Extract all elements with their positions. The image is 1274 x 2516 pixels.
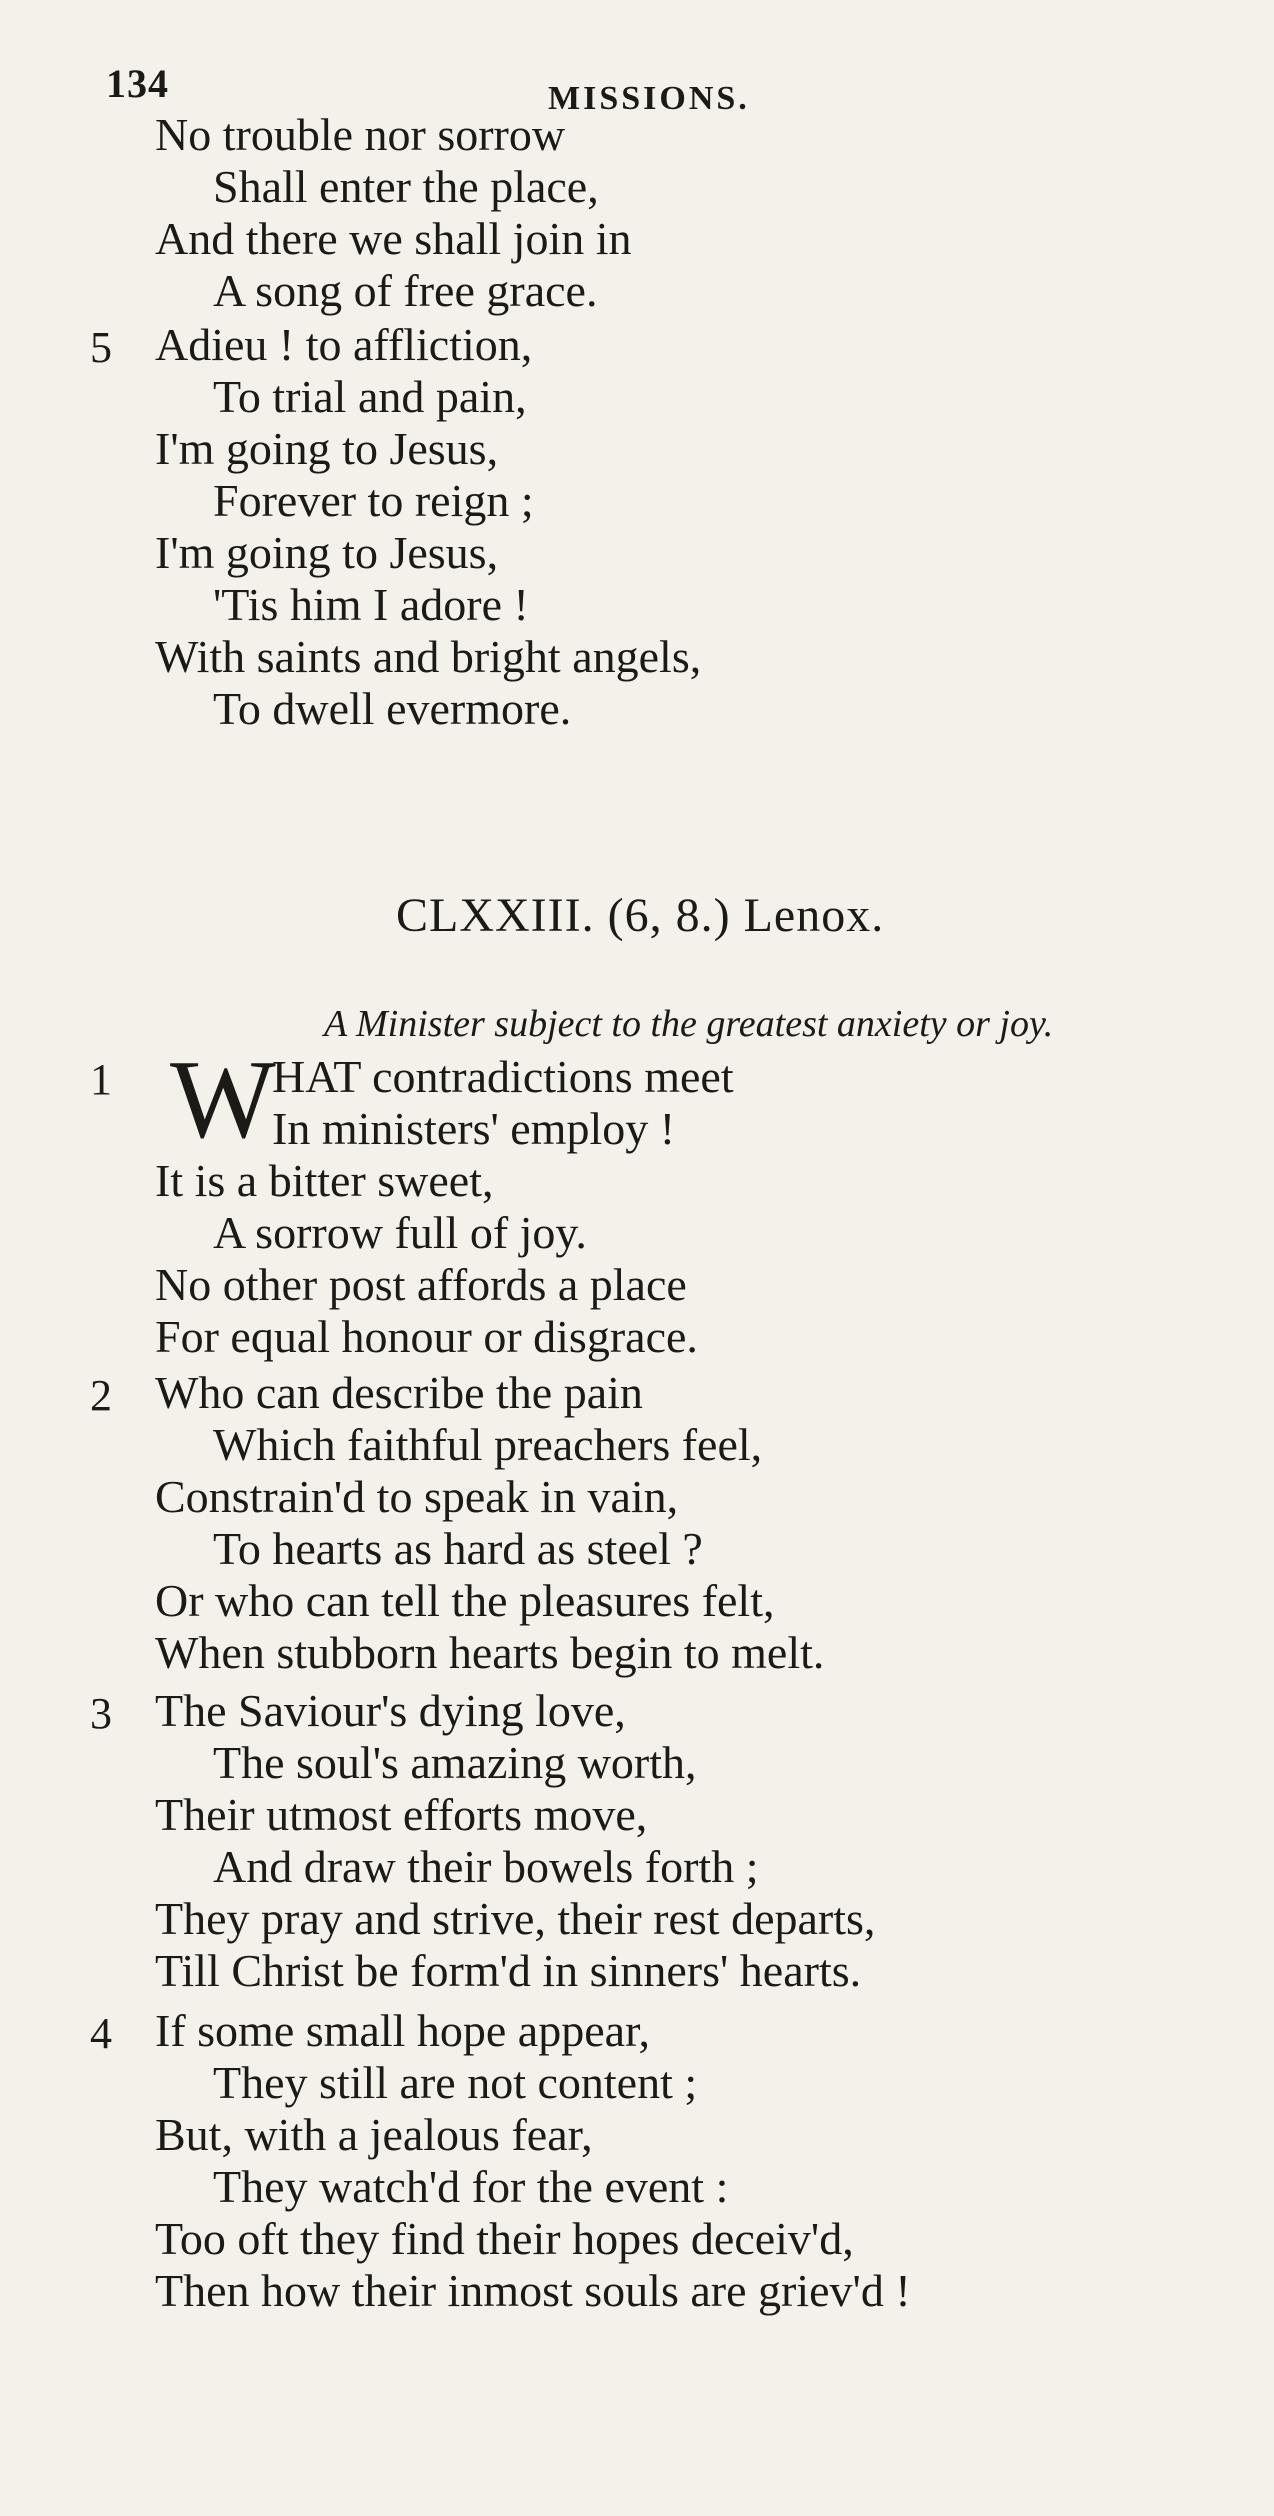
verse-line: 'Tis him I adore ! [213,579,529,630]
verse-line: When stubborn hearts begin to melt. [155,1627,825,1678]
verse-line: No trouble nor sorrow [155,109,566,160]
verse-line: Then how their inmost souls are griev'd ! [155,2265,911,2316]
verse-line: Shall enter the place, [213,161,599,212]
verse-line: The Saviour's dying love, [155,1685,626,1736]
verse-number: 2 [90,1371,112,1420]
running-title: MISSIONS. [548,80,750,117]
verse-line: It is a bitter sweet, [155,1155,494,1206]
verse-line: No other post affords a place [155,1259,687,1310]
verse-line: But, with a jealous fear, [155,2109,593,2160]
page-number: 134 [106,61,169,106]
verse-line: If some small hope appear, [155,2005,651,2056]
verse-number: 3 [90,1689,112,1738]
verse-number: 1 [90,1055,112,1104]
verse-line: I'm going to Jesus, [155,527,499,578]
verse-line: In ministers' employ ! [272,1103,676,1154]
verse-line: To trial and pain, [213,371,527,422]
verse-line: For equal honour or disgrace. [155,1311,698,1362]
verse-line: They watch'd for the event : [213,2161,729,2212]
verse-number: 4 [90,2009,112,2058]
verse-line: A sorrow full of joy. [213,1207,587,1258]
verse-line: HAT contradictions meet [272,1051,734,1102]
verse-line: Constrain'd to speak in vain, [155,1471,679,1522]
verse-line: They still are not content ; [213,2057,698,2108]
verse-line: Their utmost efforts move, [155,1789,648,1840]
verse-line: To dwell evermore. [213,683,572,734]
verse-number: 5 [90,323,112,372]
verse-line: Who can describe the pain [155,1367,643,1418]
verse-line: A song of free grace. [213,265,598,316]
verse-line: I'm going to Jesus, [155,423,499,474]
verse-line: And draw their bowels forth ; [213,1841,759,1892]
verse-line: To hearts as hard as steel ? [213,1523,703,1574]
verse-line: Which faithful preachers feel, [213,1419,763,1470]
verse-line: With saints and bright angels, [155,631,702,682]
verse-line: Till Christ be form'd in sinners' hearts. [155,1945,862,1996]
hymn-title: CLXXIII. (6, 8.) Lenox. [396,889,885,942]
drop-cap: W [170,1038,276,1162]
verse-line: The soul's amazing worth, [213,1737,697,1788]
verse-line: Or who can tell the pleasures felt, [155,1575,775,1626]
verse-line: Adieu ! to affliction, [155,319,533,370]
verse-line: And there we shall join in [155,213,632,264]
hymn-subtitle: A Minister subject to the greatest anxiety or joy. [324,1003,1054,1045]
verse-line: Forever to reign ; [213,475,534,526]
verse-line: Too oft they find their hopes deceiv'd, [155,2213,854,2264]
verse-line: They pray and strive, their rest departs, [155,1893,876,1944]
